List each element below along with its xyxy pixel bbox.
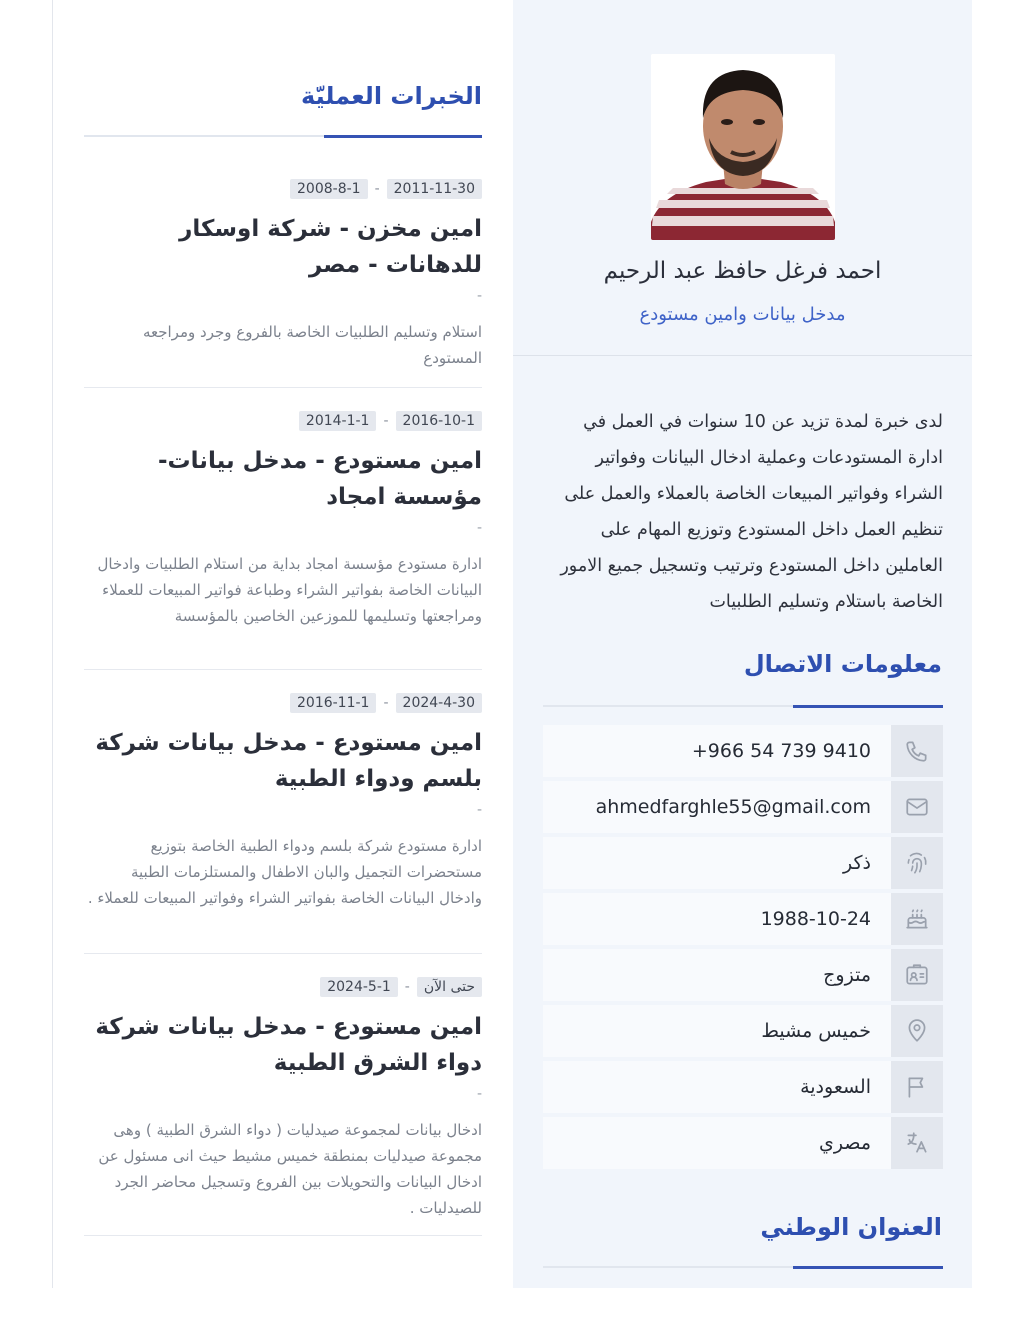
- job-end-date: حتى الآن: [417, 977, 482, 997]
- job-description: ادارة مستودع شركة بلسم ودواء الطبية الخاصة بتوزيع مستحضرات التجميل والبان الاطفال والمستلزمات الطبية وادخال البيانات الخاصة بفواتير الشراء وفواتير المبيعات للعملاء .: [87, 837, 482, 907]
- job-subtitle: -: [476, 520, 482, 536]
- contact-row-birthdate: [543, 893, 943, 945]
- profile-summary: لدى خبرة لمدة تزيد عن 10 سنوات في العمل في ادارة المستودعات وعملية ادخال البيانات وفواتير الشراء وفواتير المبيعات الخاصة بالعملاء والعمل على تنظيم العمل داخل المستودع وتوزيع المهام على العاملين داخل المستودع وترتيب وتسجيل جميع الامور الخاصة باستلام وتسليم الطلبيات: [560, 412, 943, 612]
- email-icon: [891, 781, 943, 833]
- job-dates: [84, 691, 482, 715]
- job-start-date: 2014-1-1: [299, 411, 377, 431]
- avatar: [651, 54, 835, 240]
- job-entry: [84, 691, 482, 911]
- job-description: ادخال بيانات لمجموعة صيدليات ( دواء الشرق الطبية ) وهى مجموعة صيدليات بمنطقة خميس مشيط حيث انى مسئول عن ادخال البيانات والتحويلات بين الفروع وتسجيل محاضر الجرد للصيدليات .: [98, 1121, 482, 1217]
- contact-email-value[interactable]: ahmedfarghle55@gmail.com: [595, 796, 871, 818]
- job-subtitle: -: [476, 1086, 482, 1102]
- job-dates: [84, 177, 482, 201]
- contact-country-value: السعودية: [800, 1076, 871, 1098]
- job-description: ادارة مستودع مؤسسة امجاد بداية من استلام الطلبيات وادخال البيانات الخاصة بفواتير الشراء وطباعة فواتير المبيعات للعملاء ومراجعتها وتسليمها للموزعين الخاصين بالمؤسسة: [97, 555, 482, 625]
- job-divider: [84, 1235, 482, 1236]
- job-description: استلام وتسليم الطلبيات الخاصة بالفروع وجرد ومراجعه المستودع: [142, 323, 482, 367]
- date-separator: -: [374, 181, 380, 197]
- job-title: امين مخزن - شركة اوسكار للدهانات - مصر: [179, 216, 482, 278]
- contact-nationality-value: مصري: [818, 1132, 871, 1154]
- address-heading: العنوان الوطني: [760, 1213, 942, 1241]
- job-dates: [84, 975, 482, 999]
- date-separator: -: [383, 413, 389, 429]
- date-separator: -: [404, 979, 410, 995]
- contact-row-marital-status: [543, 949, 943, 1001]
- contact-marital-value: متزوج: [823, 964, 871, 986]
- location-pin-icon: [891, 1005, 943, 1057]
- flag-icon: [891, 1061, 943, 1113]
- page-left-border: [52, 0, 53, 1288]
- contact-row-gender: [543, 837, 943, 889]
- profile-photo: [651, 54, 835, 240]
- job-title: امين مستودع - مدخل بيانات شركة دواء الشرق الطبية: [95, 1014, 482, 1076]
- contact-row-email[interactable]: [543, 781, 943, 833]
- job-start-date: 2024-5-1: [320, 977, 398, 997]
- job-entry: [84, 975, 482, 1221]
- job-entry: [84, 177, 482, 371]
- fingerprint-icon: [891, 837, 943, 889]
- contact-row-nationality: [543, 1117, 943, 1169]
- contact-heading-accent: [793, 705, 943, 708]
- date-separator: -: [383, 695, 389, 711]
- contact-heading-rule: [543, 705, 943, 707]
- job-start-date: 2008-8-1: [290, 179, 368, 199]
- contact-list: [543, 725, 943, 1173]
- job-divider: [84, 387, 482, 388]
- job-divider: [84, 953, 482, 954]
- sidebar-divider: [513, 355, 972, 356]
- contact-row-phone[interactable]: [543, 725, 943, 777]
- contact-gender-value: ذكر: [843, 852, 871, 874]
- job-title: امين مستودع - مدخل بيانات شركة بلسم ودواء الطبية: [95, 730, 482, 792]
- birthday-cake-icon: [891, 893, 943, 945]
- experience-heading-rule: [84, 135, 482, 137]
- job-title: امين مستودع - مدخل بيانات- مؤسسة امجاد: [158, 448, 482, 510]
- experience-heading: الخبرات العمليّة: [301, 82, 482, 110]
- id-card-icon: [891, 949, 943, 1001]
- job-dates: [84, 409, 482, 433]
- contact-phone-value[interactable]: +966 54 739 9410: [691, 740, 871, 762]
- profile-name: احمد فرغل حافظ عبد الرحيم: [603, 258, 882, 284]
- contact-row-country: [543, 1061, 943, 1113]
- contact-row-city: [543, 1005, 943, 1057]
- address-heading-rule: [543, 1266, 943, 1268]
- job-subtitle: -: [476, 288, 482, 304]
- phone-icon: [891, 725, 943, 777]
- job-entry: [84, 409, 482, 629]
- address-heading-accent: [793, 1266, 943, 1269]
- job-end-date: 2011-11-30: [387, 179, 482, 199]
- job-subtitle: -: [476, 802, 482, 818]
- profile-sidebar: [513, 0, 972, 1288]
- experience-heading-accent: [324, 135, 482, 138]
- job-end-date: 2024-4-30: [396, 693, 482, 713]
- job-end-date: 2016-10-1: [396, 411, 482, 431]
- contact-heading: معلومات الاتصال: [743, 650, 942, 678]
- profile-role: مدخل بيانات وامين مستودع: [639, 304, 846, 325]
- contact-birthdate-value: 1988-10-24: [760, 908, 871, 930]
- language-icon: [891, 1117, 943, 1169]
- contact-city-value: خميس مشيط: [761, 1020, 871, 1042]
- job-start-date: 2016-11-1: [290, 693, 376, 713]
- job-divider: [84, 669, 482, 670]
